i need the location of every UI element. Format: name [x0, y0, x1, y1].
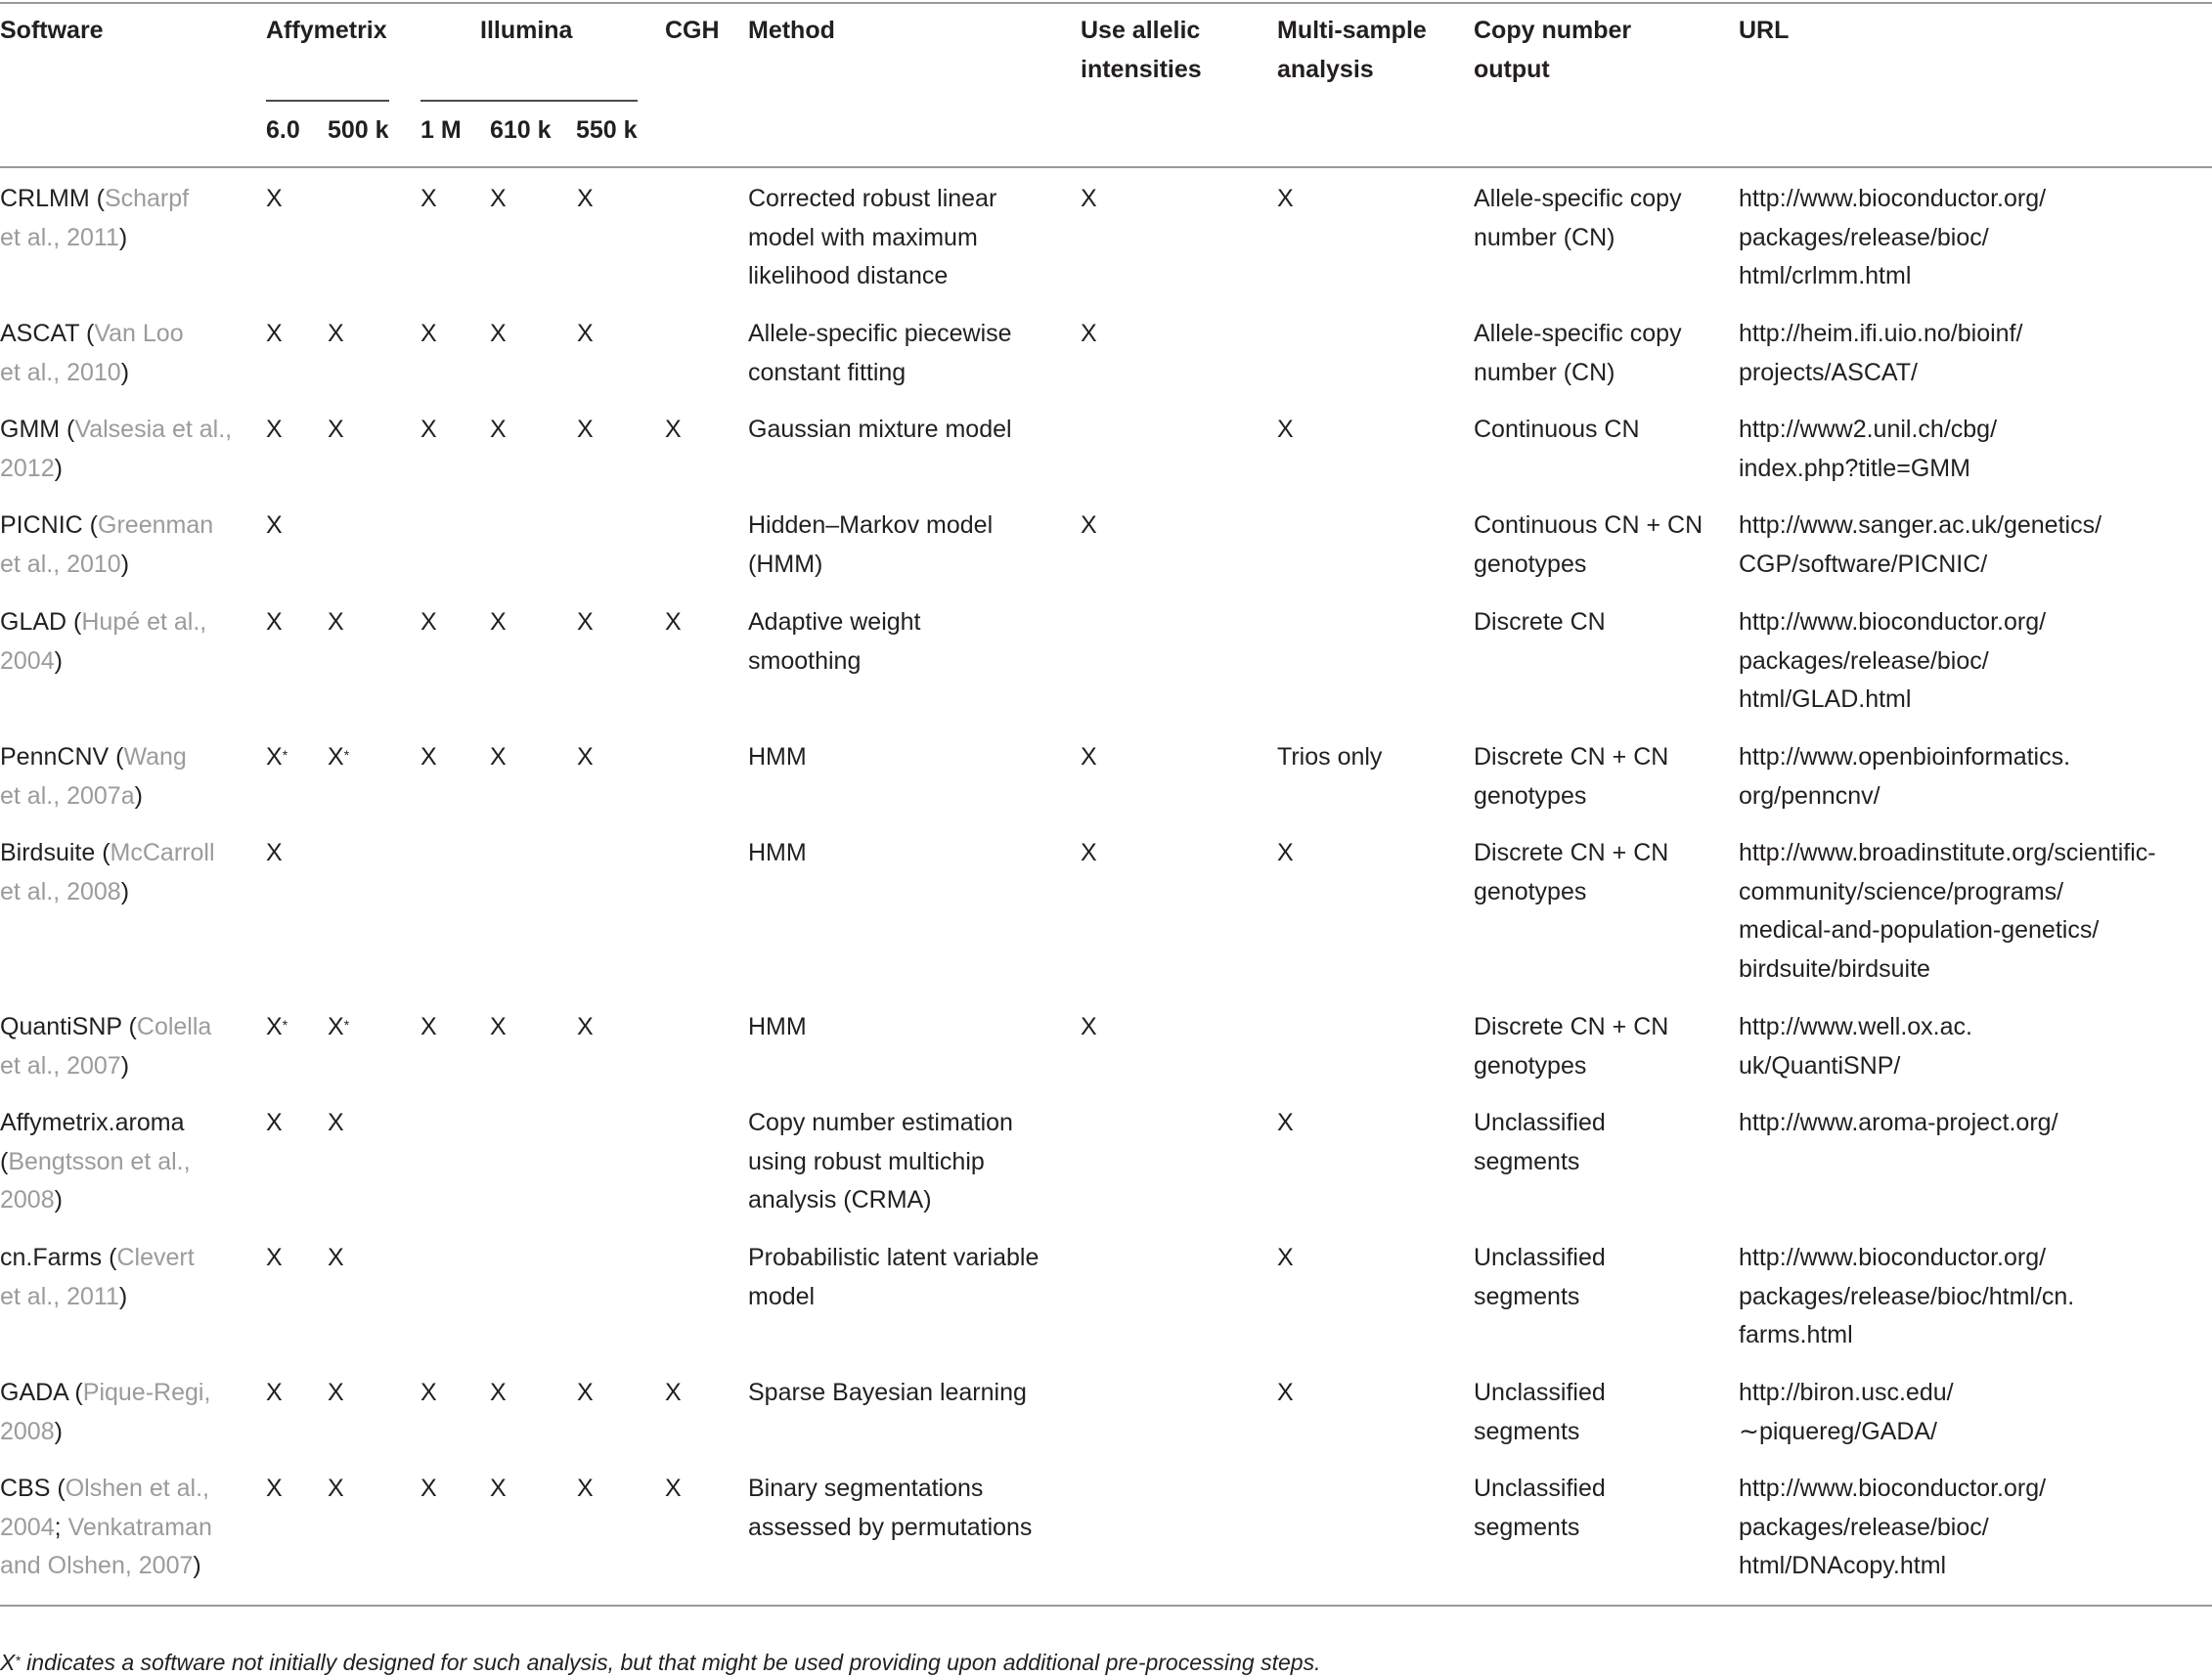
header-illumina-550k: 550 k — [576, 116, 638, 144]
method-cell: Allele-specific piecewise constant fitting — [748, 320, 1012, 386]
url-link[interactable]: http://www.bioconductor.org/ packages/release/bioc/html/cn. farms.html — [1739, 1244, 2075, 1348]
paren-close: ) — [54, 1186, 63, 1214]
software-name: cn.Farms — [0, 1244, 103, 1271]
separator: ; — [54, 1513, 68, 1541]
method-cell: Hidden–Markov model (HMM) — [748, 511, 994, 578]
platform-mark-cgh: X — [665, 608, 682, 636]
software-cell — [0, 315, 254, 392]
paren-close: ) — [54, 646, 63, 675]
paren-close: ) — [120, 358, 130, 386]
platform-mark-ill610: X — [490, 320, 507, 347]
copy-number-output-cell: Unclassified segments — [1474, 1244, 1606, 1310]
header-affymetrix: Affymetrix — [266, 17, 387, 44]
paren-open: ( — [79, 320, 95, 347]
platform-mark-ill610: X — [490, 608, 507, 636]
platform-mark-ill1m: X — [420, 1379, 437, 1406]
copy-number-output-cell: Discrete CN + CN genotypes — [1474, 743, 1669, 810]
citation-link[interactable]: Olshen et al., — [65, 1475, 209, 1502]
platform-mark-ill1m: X — [420, 416, 437, 443]
citation-link[interactable]: Hupé et al., — [81, 608, 207, 636]
header-method: Method — [748, 17, 835, 44]
copy-number-output-cell: Allele-specific copy number (CN) — [1474, 320, 1682, 386]
platform-mark-ill550: X — [577, 185, 594, 212]
copy-number-output-cell: Discrete CN + CN genotypes — [1474, 1013, 1669, 1080]
software-name: Affymetrix.aroma — [0, 1109, 185, 1136]
method-cell: Gaussian mixture model — [748, 416, 1012, 443]
paren-close: ) — [120, 877, 130, 905]
citation-link[interactable]: Colella — [136, 1013, 212, 1040]
platform-mark-multi: X — [1277, 839, 1294, 866]
platform-mark-affy500: X — [328, 1379, 344, 1406]
citation-link[interactable]: 2004 — [0, 1513, 55, 1541]
platform-mark-allelic: X — [1081, 185, 1097, 212]
citation-link[interactable]: 2012 — [0, 454, 55, 482]
platform-mark-affy60 — [266, 738, 288, 777]
url-link[interactable]: http://www.sanger.ac.uk/genetics/ CGP/software/PICNIC/ — [1739, 511, 2102, 578]
mark-x: X — [266, 1013, 283, 1040]
affymetrix-group-rule — [266, 100, 389, 102]
platform-mark-multi: X — [1277, 185, 1294, 212]
platform-mark-allelic: X — [1081, 839, 1097, 866]
paren-open: ( — [60, 416, 75, 443]
platform-mark-ill1m: X — [420, 1013, 437, 1040]
method-cell: HMM — [748, 1013, 807, 1040]
paren-open: ( — [67, 1379, 83, 1406]
platform-mark-affy60 — [266, 1008, 288, 1047]
software-name: Birdsuite — [0, 839, 96, 866]
platform-mark-cgh: X — [665, 1475, 682, 1502]
platform-mark-ill610: X — [490, 1475, 507, 1502]
software-name: PICNIC — [0, 511, 83, 539]
platform-mark-ill550: X — [577, 743, 594, 771]
platform-mark-ill550: X — [577, 1379, 594, 1406]
paren-close: ) — [54, 1417, 63, 1445]
platform-mark-ill1m: X — [420, 608, 437, 636]
platform-mark-ill610: X — [490, 743, 507, 771]
header-illumina-610k: 610 k — [490, 116, 552, 144]
platform-mark-ill550: X — [577, 416, 594, 443]
citation-link[interactable]: McCarroll — [110, 839, 215, 866]
mark-asterisk: * — [343, 747, 350, 763]
paren-close: ) — [54, 454, 63, 482]
footnote-mark: X — [0, 1650, 16, 1675]
paren-open: ( — [82, 511, 99, 539]
platform-mark-multi: X — [1277, 416, 1294, 443]
illumina-group-rule — [420, 100, 638, 102]
software-name: ASCAT — [0, 320, 80, 347]
citation-link[interactable]: Van Loo — [94, 320, 184, 347]
citation-link[interactable]: Greenman — [98, 511, 214, 539]
copy-number-output-cell: Discrete CN — [1474, 608, 1606, 636]
software-cell — [0, 180, 254, 257]
paren-open: ( — [50, 1475, 66, 1502]
citation-link[interactable]: 2004 — [0, 646, 55, 675]
paren-open: ( — [0, 1147, 9, 1175]
copy-number-output-cell: Unclassified segments — [1474, 1379, 1606, 1445]
citation-link[interactable]: Pique-Regi, — [82, 1379, 211, 1406]
platform-mark-allelic: X — [1081, 743, 1097, 771]
mark-x: X — [328, 743, 344, 771]
url-link[interactable]: http://www.openbioinformatics. org/penncnv/ — [1739, 743, 2071, 810]
software-cell — [0, 1374, 254, 1451]
platform-mark-multi: X — [1277, 1244, 1294, 1271]
platform-mark-affy500: X — [328, 320, 344, 347]
platform-mark-ill1m: X — [420, 320, 437, 347]
url-link[interactable]: http://biron.usc.edu/ ∼piquereg/GADA/ — [1739, 1379, 1954, 1445]
platform-mark-ill550: X — [577, 608, 594, 636]
software-name: GMM — [0, 416, 61, 443]
citation-link[interactable]: Clevert — [116, 1244, 195, 1271]
paren-close: ) — [120, 1051, 130, 1080]
method-cell: Corrected robust linear model with maximum likelihood distance — [748, 185, 997, 289]
citation-link[interactable]: et al., 2010 — [0, 550, 121, 578]
platform-mark-affy60: X — [266, 1244, 283, 1271]
url-link[interactable]: http://www2.unil.ch/cbg/ index.php?title=GMM — [1739, 416, 1998, 482]
software-cell — [0, 603, 254, 681]
url-link[interactable]: http://www.bioconductor.org/ packages/release/bioc/ html/GLAD.html — [1739, 608, 2047, 713]
method-cell: Copy number estimation using robust multichip analysis (CRMA) — [748, 1109, 1013, 1214]
top-rule — [0, 2, 2212, 4]
url-link[interactable]: http://www.bioconductor.org/ packages/release/bioc/ html/crlmm.html — [1739, 185, 2047, 289]
citation-link[interactable]: Scharpf — [104, 185, 190, 212]
mark-asterisk: * — [282, 747, 288, 763]
method-cell: HMM — [748, 743, 807, 771]
platform-mark-affy500 — [328, 1008, 349, 1047]
platform-mark-cgh: X — [665, 1379, 682, 1406]
citation-link[interactable]: Wang — [123, 743, 187, 771]
paren-close: ) — [120, 550, 130, 578]
header-url: URL — [1739, 17, 1790, 44]
paren-close: ) — [118, 1282, 128, 1310]
paren-open: ( — [95, 839, 111, 866]
header-cgh: CGH — [665, 17, 720, 44]
platform-mark-allelic: X — [1081, 511, 1097, 539]
platform-mark-affy60: X — [266, 416, 283, 443]
software-name: GLAD — [0, 608, 67, 636]
copy-number-output-cell: Continuous CN — [1474, 416, 1640, 443]
platform-mark-ill550: X — [577, 1013, 594, 1040]
header-affy-500k: 500 k — [328, 116, 389, 144]
platform-mark-affy500 — [328, 738, 349, 777]
software-cell — [0, 507, 254, 584]
paren-open: ( — [102, 1244, 117, 1271]
method-cell: Binary segmentations assessed by permutations — [748, 1475, 1033, 1541]
paren-open: ( — [89, 185, 105, 212]
platform-mark-ill610: X — [490, 1013, 507, 1040]
paren-close: ) — [118, 223, 128, 251]
platform-mark-ill1m: X — [420, 743, 437, 771]
software-cell — [0, 1239, 254, 1316]
platform-mark-ill1m: X — [420, 1475, 437, 1502]
platform-mark-affy60: X — [266, 511, 283, 539]
footnote-text: indicates a software not initially designed for such analysis, but that might be used providing upon additional pre-processing steps. — [20, 1650, 1321, 1675]
header-multi-sample: Multi-sample analysis — [1277, 17, 1427, 83]
url-link[interactable]: http://www.aroma-project.org/ — [1739, 1109, 2058, 1136]
platform-mark-affy60: X — [266, 839, 283, 866]
platform-mark-ill610: X — [490, 185, 507, 212]
header-bottom-rule — [0, 166, 2212, 168]
footnote-star: * — [15, 1653, 21, 1668]
software-cell — [0, 1104, 254, 1220]
method-cell: Adaptive weight smoothing — [748, 608, 921, 675]
software-cell — [0, 738, 254, 816]
header-software: Software — [0, 17, 104, 44]
citation-link[interactable]: et al., 2011 — [0, 1282, 119, 1310]
header-allelic-intensities: Use allelic intensities — [1081, 17, 1202, 83]
platform-mark-affy60: X — [266, 608, 283, 636]
citation-link[interactable]: Bengtsson et al., — [8, 1147, 191, 1175]
paren-close: ) — [134, 781, 143, 810]
url-link[interactable]: http://www.well.ox.ac. uk/QuantiSNP/ — [1739, 1013, 1972, 1080]
paren-open: ( — [109, 743, 124, 771]
citation-link[interactable]: 2008 — [0, 1417, 55, 1445]
header-illumina: Illumina — [480, 17, 573, 44]
software-name: GADA — [0, 1379, 68, 1406]
software-name: CBS — [0, 1475, 51, 1502]
software-name: QuantiSNP — [0, 1013, 122, 1040]
citation-link[interactable]: et al., 2007a — [0, 781, 135, 810]
copy-number-output-cell: Allele-specific copy number (CN) — [1474, 185, 1682, 251]
citation-link[interactable]: 2008 — [0, 1186, 55, 1214]
paren-close: ) — [193, 1552, 201, 1579]
software-cell — [0, 1008, 254, 1085]
copy-number-output-cell: Discrete CN + CN genotypes — [1474, 839, 1669, 905]
mark-x: X — [328, 1013, 344, 1040]
citation-link[interactable]: et al., 2010 — [0, 358, 121, 386]
platform-mark-multi: Trios only — [1277, 743, 1383, 771]
software-name: CRLMM — [0, 185, 90, 212]
platform-mark-affy60: X — [266, 1379, 283, 1406]
platform-mark-multi: X — [1277, 1109, 1294, 1136]
platform-mark-affy60: X — [266, 320, 283, 347]
platform-mark-affy500: X — [328, 416, 344, 443]
platform-mark-ill550: X — [577, 1475, 594, 1502]
platform-mark-affy500: X — [328, 1475, 344, 1502]
citation-link[interactable]: et al., 2011 — [0, 223, 119, 251]
copy-number-output-cell: Unclassified segments — [1474, 1109, 1606, 1175]
url-link[interactable]: http://www.broadinstitute.org/scientific- community/science/programs/ medical-and-population-genetics/ birdsuite/birdsuite — [1739, 839, 2156, 983]
method-cell: HMM — [748, 839, 807, 866]
copy-number-output-cell: Unclassified segments — [1474, 1475, 1606, 1541]
platform-mark-affy500: X — [328, 1109, 344, 1136]
platform-mark-allelic: X — [1081, 1013, 1097, 1040]
software-cell — [0, 834, 254, 911]
platform-mark-cgh: X — [665, 416, 682, 443]
citation-link[interactable]: Valsesia et al., — [74, 416, 233, 443]
platform-mark-affy60: X — [266, 1475, 283, 1502]
paren-open: ( — [121, 1013, 137, 1040]
platform-mark-affy60: X — [266, 1109, 283, 1136]
platform-mark-affy500: X — [328, 1244, 344, 1271]
url-link[interactable]: http://heim.ifi.uio.no/bioinf/ projects/ASCAT/ — [1739, 320, 2023, 386]
citation-link[interactable]: Venkatraman — [67, 1513, 212, 1541]
platform-mark-ill1m: X — [420, 185, 437, 212]
method-cell: Sparse Bayesian learning — [748, 1379, 1027, 1406]
header-illumina-1m: 1 M — [420, 116, 462, 144]
bottom-rule — [0, 1605, 2212, 1607]
citation-link[interactable]: and Olshen, 2007 — [0, 1552, 194, 1579]
software-name: PennCNV — [0, 743, 110, 771]
header-copy-number-output: Copy number output — [1474, 17, 1632, 83]
platform-mark-allelic: X — [1081, 320, 1097, 347]
copy-number-output-cell: Continuous CN + CN genotypes — [1474, 511, 1703, 578]
citation-link[interactable]: et al., 2008 — [0, 877, 121, 905]
citation-link[interactable]: et al., 2007 — [0, 1051, 121, 1080]
platform-mark-affy500: X — [328, 608, 344, 636]
mark-asterisk: * — [282, 1017, 288, 1033]
url-link[interactable]: http://www.bioconductor.org/ packages/release/bioc/ html/DNAcopy.html — [1739, 1475, 2047, 1579]
method-cell: Probabilistic latent variable model — [748, 1244, 1040, 1310]
platform-mark-ill610: X — [490, 416, 507, 443]
mark-x: X — [266, 743, 283, 771]
platform-mark-multi: X — [1277, 1379, 1294, 1406]
platform-mark-ill550: X — [577, 320, 594, 347]
software-cell — [0, 411, 254, 488]
software-cell — [0, 1470, 254, 1586]
paren-open: ( — [66, 608, 82, 636]
mark-asterisk: * — [343, 1017, 350, 1033]
platform-mark-affy60: X — [266, 185, 283, 212]
platform-mark-ill610: X — [490, 1379, 507, 1406]
header-affy-6-0: 6.0 — [266, 116, 300, 144]
